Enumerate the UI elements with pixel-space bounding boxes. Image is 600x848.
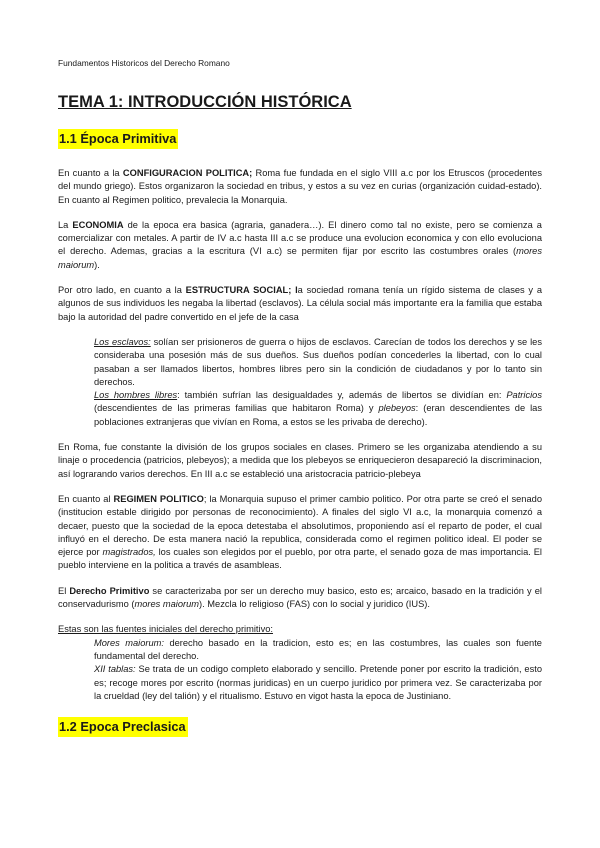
underlined-term: Los hombres libres (94, 390, 178, 401)
text-run: : (eran descendientes de las poblaciones extranjeras que vivían en Roma, a estos se les privaba de derecho). (94, 403, 542, 427)
bold-term: ECONOMIA (72, 219, 124, 230)
paragraph-configuracion-politica (58, 167, 542, 207)
text-run: a sociedad romana tenía un rígido sistema de clases y a algunos de sus individuos les negaba la libertad (esclavos). La célula social más importante era la familia que estaba bajo la autoridad del padre convertido en el jefe de la casa (58, 285, 543, 322)
paragraph-estructura-social (58, 284, 542, 324)
italic-term: plebeyos (378, 403, 416, 414)
text-run: Por otro lado, en cuanto a la (58, 285, 186, 296)
paragraph-hombres-libres (94, 389, 542, 429)
section-heading-wrap (58, 129, 542, 149)
paragraph-mores-maiorum (94, 637, 542, 664)
italic-term: magistrados, (102, 547, 156, 558)
text-run: La (58, 219, 73, 230)
text-run: (descendientes de las primeras familias que habitaron Roma) y (94, 403, 379, 414)
italic-term: Patricios (506, 390, 542, 401)
text-run: ). (94, 259, 100, 270)
text-run: solían ser prisioneros de guerra o hijos de esclavos. Carecían de todos los derechos y se les consideraba una posesión más de sus dueños. Sus dueños podían concederles la libertad, con lo cual pasaban a ser llamados libertos, hombres libres pero sin la condición de ciudadanos y por lo tanto sin derechos. (94, 336, 542, 387)
paragraph-derecho-primitivo (58, 585, 542, 612)
text-run: Se trata de un codigo completo elaborado y sencillo. Pretende poner por escrito la tradición, esto es; recoge mores por escrito (normas juridicas) en un cuerpo juridico por primera vez. Se caracterizaba por la crueldad (ley del talión) y el ritualismo. Estuvo en vigot hasta la epoca de Justiniano. (94, 664, 543, 701)
section-heading-wrap (58, 717, 542, 737)
text-run: : también sufrían las desigualdades y, además de libertos se dividían en: (177, 390, 507, 401)
paragraph-economia (58, 219, 542, 272)
bold-term: CONFIGURACION POLITICA; (122, 168, 253, 178)
sources-title (58, 623, 542, 636)
italic-term: mores maiorum (58, 246, 542, 270)
underlined-term: Los esclavos: (94, 336, 151, 347)
text-run: En cuanto al (58, 493, 114, 504)
page-title: TEMA 1: INTRODUCCIÓN HISTÓRICA (58, 93, 352, 111)
section-heading-primitiva: 1.1 Época Primitiva (58, 129, 178, 149)
text-run: El (58, 585, 70, 596)
section-heading-preclasica: 1.2 Epoca Preclasica (58, 717, 188, 737)
italic-term: mores maiorum (134, 599, 200, 610)
page-header: Fundamentos Historicos del Derecho Romano (58, 58, 230, 68)
paragraph-esclavos (94, 336, 542, 389)
text-run: ). Mezcla lo religioso (FAS) con lo social y juridico (IUS). (199, 599, 430, 610)
bold-term: Derecho Primitivo (69, 585, 150, 596)
text-run: Roma fue fundada en el siglo VIII a.c por los Etruscos (procedentes del mundo griego). Estos organizaron la sociedad en tribus, y estos a su vez en curias (organización cuidad-estado). En cuanto al Regimen politico, prevalecia la Monarquia. (58, 168, 542, 205)
text-run: se caracterizaba por ser un derecho muy basico, esto es; arcaico, basado en la tradición y el conservadurismo ( (58, 585, 542, 610)
paragraph-clases-sociales: En Roma, fue constante la división de los grupos sociales en clases. Primero se les organizaba atendiendo a su linaje o procedencia (patricios, plebeyos); a medida que los plebeyos se enriquecieron desapareció la discriminacion, así lograrando varios derechos. En III a.c se estableció una aristocracia patricio-plebeya (58, 442, 542, 479)
italic-term: Mores maiorum: (94, 637, 165, 648)
italic-term: XII tablas: (94, 664, 136, 675)
text-run: los cuales son elegidos por el pueblo, por otra parte, el senado goza de mas importancia. El pueblo interviene en la politica a través de asambleas. (58, 547, 542, 571)
bold-term: REGIMEN POLITICO (113, 493, 204, 504)
paragraph-regimen-politico (58, 493, 542, 573)
paragraph-xii-tablas (94, 663, 542, 703)
underlined-term: Estas son las fuentes iniciales del derecho primitivo: (58, 624, 273, 635)
text-run: En cuanto a la (58, 168, 123, 178)
bold-term: ESTRUCTURA SOCIAL; l (185, 285, 298, 296)
text-run: de la epoca era basica (agraria, ganadera…). El dinero como tal no existe, pero se comienza a comercializar con metales. A partir de IV a.c hasta III a.c se produce una evolucion economica y con ello evoluciona el derecho. Ademas, gracias a la escritura (VI a.c) se permiten fijar por escrito las costumbres orales ( (58, 219, 542, 257)
text-run: derecho basado en la tradicion, esto es; en las costumbres, las cuales son fuente fundamental del derecho. (94, 637, 542, 661)
text-run: ; la Monarquia supuso el primer cambio politico. Por otra parte se creó el senado (institucion estable dirigido por personas de reconocimiento). A finales del siglo VI a.c, la monarquia comenzó a decaer, puesto que la sociedad de la epoca detestaba el absolutimos, proponiendo así el reparto de poder, el cual influyó en el derecho. De esta manera nació la republica, considerada como el regimen politico ideal. El poder se ejerce por (58, 493, 542, 558)
